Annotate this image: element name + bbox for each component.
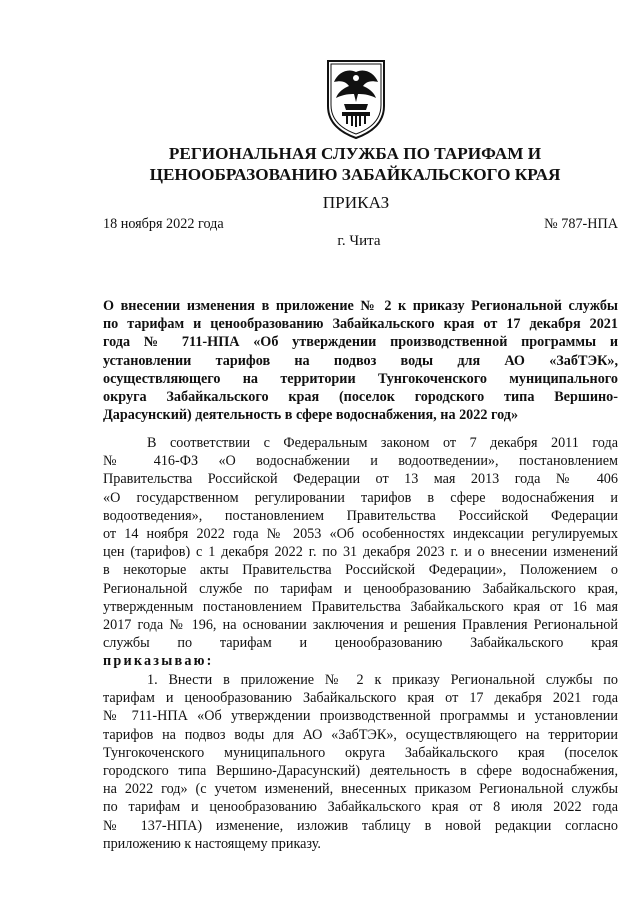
- subject-line: установлении тарифов на подвоз воды для АО «ЗабТЭК»,: [103, 352, 618, 369]
- subject-line: по тарифам и ценообразованию Забайкальского края от 17 декабря 2021: [103, 316, 618, 333]
- item-1-line: по тарифам и ценообразованию Забайкальского края от 8 июля 2022 года: [103, 799, 618, 816]
- item-1-line: 1. Внести в приложение № 2 к приказу Региональной службы по: [147, 672, 618, 688]
- order-word: приказываю:: [103, 653, 214, 670]
- item-1-line: Тунгокоченского муниципального округа Забайкальского края (поселок: [103, 744, 618, 761]
- preamble-line: в некоторые акты Правительства Российской Федерации», Положением о: [103, 562, 618, 579]
- preamble-paragraph: [103, 434, 618, 671]
- org-title-line-1: РЕГИОНАЛЬНАЯ СЛУЖБА ПО ТАРИФАМ И: [168, 144, 542, 163]
- preamble-line: утвержденным постановлением Правительства Забайкальского края от 16 мая: [103, 598, 618, 615]
- preamble-line: службы по тарифам и ценообразованию Забайкальского края: [103, 635, 618, 652]
- preamble-line: цен (тарифов) с 1 декабря 2022 г. по 31 декабря 2023 г. и о внесении изменений: [103, 544, 618, 561]
- preamble-line: «О государственном регулировании тарифов в сфере водоснабжения и: [103, 489, 618, 506]
- preamble-line: водоотведения», постановлением Правительства Российской Федерации: [103, 507, 618, 524]
- preamble-line: № 416-ФЗ «О водоснабжении и водоотведении», постановлением: [103, 453, 618, 470]
- document-subject: [103, 297, 618, 424]
- item-1-line: № 711-НПА «Об утверждении производственной программы и установлении: [103, 708, 618, 725]
- document-type: ПРИКАЗ: [322, 193, 390, 212]
- document-date: 18 ноября 2022 года: [103, 216, 224, 232]
- preamble-line: Правительства Российской Федерации от 13 мая 2013 года № 406: [103, 471, 618, 488]
- item-1-line: на 2022 год» (с учетом изменений, внесенных приказом Региональной службы: [103, 781, 618, 798]
- subject-line: О внесении изменения в приложение № 2 к приказу Региональной службы: [103, 298, 618, 314]
- item-1-line: приложению к настоящему приказу.: [103, 835, 321, 852]
- preamble-line: В соответствии с Федеральным законом от 7 декабря 2011 года: [147, 435, 618, 451]
- document-number: № 787-НПА: [544, 216, 618, 232]
- preamble-line: от 14 ноября 2022 года № 2053 «Об особенностях индексации регулируемых: [103, 526, 618, 543]
- organization-title: [60, 143, 640, 185]
- item-1-line: тарифов на подвоз воды для АО «ЗабТЭК», осуществляющего на территории: [103, 726, 618, 743]
- document-city: г. Чита: [337, 233, 381, 249]
- item-1-line: тарифам и ценообразованию Забайкальского края от 17 декабря 2021 года: [103, 690, 618, 707]
- subject-line: Дарасунский) деятельность в сфере водоснабжения, на 2022 год»: [103, 407, 519, 424]
- coat-of-arms-icon: [322, 58, 390, 140]
- preamble-line: 2017 года № 196, на основании заключения и решения Правления Региональной: [103, 617, 618, 634]
- item-1-paragraph: [103, 671, 618, 853]
- item-1-line: городского типа Вершино-Дарасунский) деятельность в сфере водоснабжения,: [103, 763, 618, 780]
- subject-line: осуществляющего на территории Тунгокоченского муниципального: [103, 370, 618, 387]
- preamble-line: Региональной службе по тарифам и ценообразованию Забайкальского края,: [103, 580, 618, 597]
- item-1-line: № 137-НПА) изменение, изложив таблицу в новой редакции согласно: [103, 817, 618, 834]
- org-title-line-2: ЦЕНООБРАЗОВАНИЮ ЗАБАЙКАЛЬСКОГО КРАЯ: [149, 165, 561, 184]
- subject-line: округа Забайкальского края (поселок городского типа Вершино-: [103, 389, 618, 406]
- subject-line: года № 711-НПА «Об утверждении производственной программы и: [103, 334, 618, 351]
